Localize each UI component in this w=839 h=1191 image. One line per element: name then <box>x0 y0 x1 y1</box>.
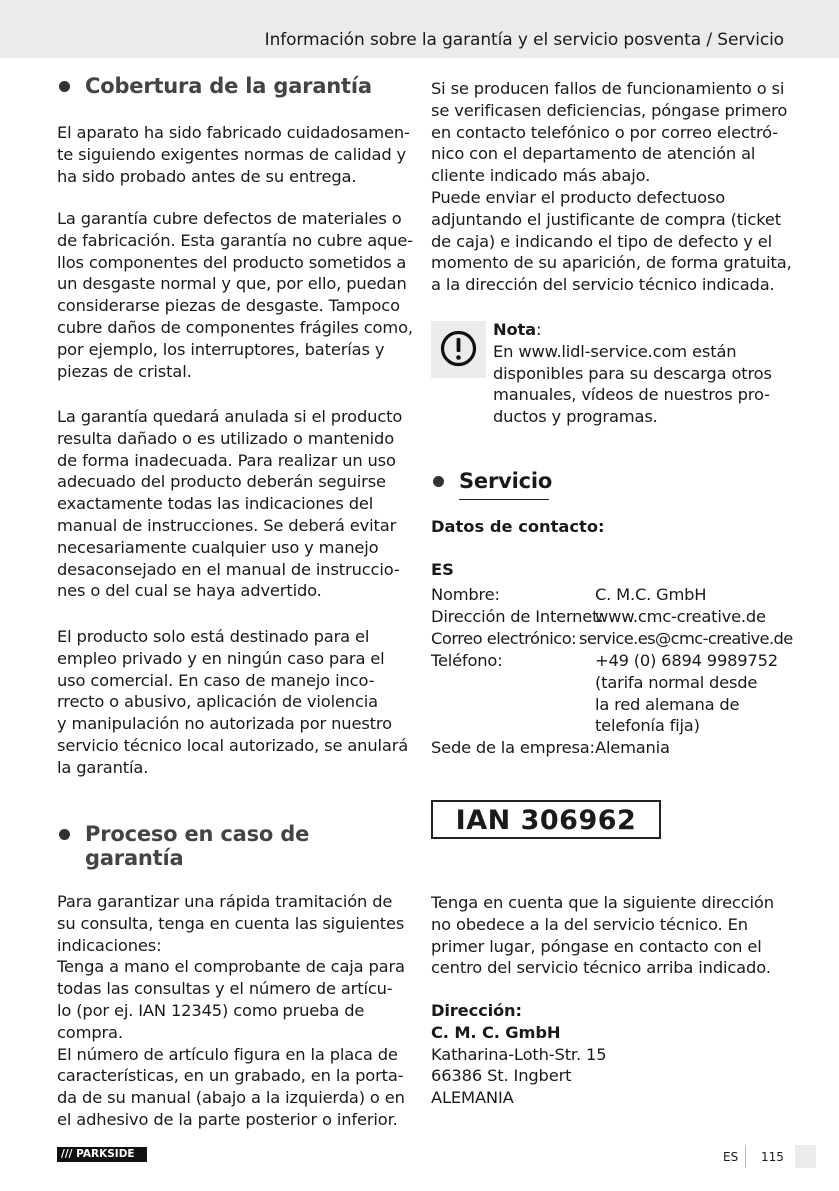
service-heading: Servicio <box>459 469 553 493</box>
text-line: de fabricación. Esta garantía no cubre aque- <box>57 230 413 250</box>
note-title: Nota <box>493 320 536 339</box>
text-line: manual de instrucciones. Se deberá evitar <box>57 515 397 535</box>
text-line: todas las consultas y el número de artícu- <box>57 979 393 999</box>
text-line: nico con el departamento de atención al <box>431 144 756 164</box>
process-paragraph <box>57 891 405 1131</box>
text-line: compra. <box>57 1022 123 1042</box>
address-block <box>431 1000 606 1109</box>
seat-label: Sede de la empresa: <box>431 738 595 757</box>
text-line: exactamente todas las indicaciones del <box>57 494 374 514</box>
text-line: se verificasen deficiencias, póngase primero <box>431 100 788 120</box>
text-line: momento de su aparición, de forma gratuita, <box>431 253 792 273</box>
text-line: primer lugar, póngase en contacto con el <box>431 936 762 956</box>
page-corner-square <box>795 1145 816 1168</box>
text-line: Katharina-Loth-Str. 15 <box>431 1044 607 1064</box>
phone-label: Teléfono: <box>431 651 503 670</box>
text-line: desaconsejado en el manual de instruccio- <box>57 559 400 579</box>
bullet-icon <box>59 829 70 840</box>
text-line: la red alemana de <box>595 694 740 714</box>
heading-underline <box>459 499 549 500</box>
text-line: +49 (0) 6894 9989752 <box>595 651 778 670</box>
text-line: (tarifa normal desde <box>595 672 758 692</box>
coverage-paragraph-2 <box>57 208 413 382</box>
text-line: y manipulación no autorizada por nuestro <box>57 714 392 734</box>
text-line: cubre daños de componentes frágiles como, <box>57 317 413 337</box>
text-line: de caja) e indicando el tipo de defecto y el <box>431 231 773 251</box>
note-icon-box <box>431 321 486 378</box>
text-line: lo (por ej. IAN 12345) como prueba de <box>57 1000 365 1020</box>
text-line: resulta dañado o es utilizado o mantenido <box>57 428 395 448</box>
text-line: no obedece a la del servicio técnico. En <box>431 914 748 934</box>
text-line: El aparato ha sido fabricado cuidadosamen- <box>57 123 410 142</box>
text-line: por ejemplo, los interruptores, baterías y <box>57 339 385 359</box>
text-line: indicaciones: <box>57 935 162 955</box>
text-line: servicio técnico local autorizado, se anulará <box>57 735 409 755</box>
address-note-paragraph <box>431 892 774 979</box>
text-line: adjuntando el justificante de compra (ticket <box>431 209 781 229</box>
address-title: Dirección: <box>431 1001 522 1020</box>
text-line: Puede enviar el producto defectuoso <box>431 187 726 207</box>
text-line: Si se producen fallos de funcionamiento o si <box>431 79 785 98</box>
text-line: ha sido probado antes de su entrega. <box>57 166 357 186</box>
bullet-icon <box>433 476 444 487</box>
logo-text: /// PARKSIDE <box>61 1148 135 1160</box>
coverage-paragraph-4 <box>57 626 408 779</box>
text-line: te siguiendo exigentes normas de calidad y <box>57 144 407 164</box>
text-line: nes o del cual se haya advertido. <box>57 581 322 601</box>
text-line: la garantía. <box>57 757 149 777</box>
address-company: C. M. C. GmbH <box>431 1022 561 1042</box>
text-line: su consulta, tenga en cuenta las siguientes <box>57 913 405 933</box>
web-link[interactable]: www.cmc-creative.de <box>595 607 766 626</box>
phone-value <box>595 650 778 737</box>
text-line: llos componentes del producto sometidos a <box>57 252 407 272</box>
text-line: La garantía quedará anulada si el producto <box>57 407 403 426</box>
note-title-line <box>493 319 772 341</box>
footer-divider <box>745 1146 746 1168</box>
text-line: centro del servicio técnico arriba indicado. <box>431 958 771 978</box>
page-number: 115 <box>761 1150 784 1164</box>
note-colon: : <box>535 320 542 339</box>
exclamation-icon <box>431 321 486 378</box>
note-text <box>493 319 772 428</box>
service-intro-paragraph <box>431 78 792 296</box>
text-line: Tenga en cuenta que la siguiente dirección <box>431 893 774 912</box>
text-line: uso comercial. En caso de manejo inco- <box>57 670 375 690</box>
text-line: cliente indicado más abajo. <box>431 166 651 186</box>
heading-line: Proceso en caso de <box>85 822 310 846</box>
text-line: El producto solo está destinado para el <box>57 627 370 646</box>
email-link[interactable]: service.es@cmc-creative.de <box>579 629 793 648</box>
text-line: a la dirección del servicio técnico indicada. <box>431 275 775 295</box>
ian-box <box>431 800 661 839</box>
text-line: necesariamente cualquier uso y manejo <box>57 537 379 557</box>
text-line: manuales, vídeos de nuestros pro- <box>493 385 770 405</box>
text-line: El número de artículo figura en la placa de <box>57 1044 398 1064</box>
text-line: características, en un grabado, en la porta- <box>57 1066 404 1086</box>
text-line: adecuado del producto deberán seguirse <box>57 472 386 492</box>
text-line: empleo privado y en ningún caso para el <box>57 648 385 668</box>
ian-number: IAN 306962 <box>455 805 637 836</box>
bullet-icon <box>59 81 70 92</box>
text-line: telefonía fija) <box>595 716 700 736</box>
parkside-logo <box>57 1147 147 1162</box>
name-label: Nombre: <box>431 585 500 604</box>
text-line: da de su manual (abajo a la izquierda) o en <box>57 1088 405 1108</box>
text-line: un desgaste normal y que, por ello, puedan <box>57 274 407 294</box>
language-code: ES <box>723 1150 739 1164</box>
text-line: piezas de cristal. <box>57 361 192 381</box>
text-line: ductos y programas. <box>493 407 658 427</box>
text-line: 66386 St. Ingbert <box>431 1066 572 1086</box>
web-label: Dirección de Internet: <box>431 607 604 626</box>
seat-value: Alemania <box>595 738 670 757</box>
text-line: el adhesivo de la parte posterior o inferior. <box>57 1109 398 1129</box>
text-line: disponibles para su descarga otros <box>493 363 772 383</box>
country-code: ES <box>431 560 454 579</box>
text-line: En www.lidl-service.com están <box>493 341 737 361</box>
text-line: considerarse piezas de desgaste. Tampoco <box>57 296 400 316</box>
process-heading <box>85 822 309 870</box>
text-line: de forma inadecuada. Para realizar un uso <box>57 450 396 470</box>
name-value: C. M.C. GmbH <box>595 585 707 604</box>
text-line: en contacto telefónico o por correo electró- <box>431 122 779 142</box>
text-line: ALEMANIA <box>431 1088 514 1108</box>
coverage-heading: Cobertura de la garantía <box>85 74 372 98</box>
contact-title: Datos de contacto: <box>431 517 605 536</box>
text-line: Para garantizar una rápida tramitación de <box>57 892 393 911</box>
text-line: La garantía cubre defectos de materiales o <box>57 209 402 228</box>
text-line: Tenga a mano el comprobante de caja para <box>57 957 405 977</box>
heading-line: garantía <box>85 846 184 870</box>
text-line: rrecto o abusivo, aplicación de violencia <box>57 692 378 712</box>
coverage-paragraph-3 <box>57 406 402 602</box>
coverage-paragraph-1 <box>57 122 410 187</box>
page-header-title: Información sobre la garantía y el servicio posventa / Servicio <box>264 30 784 50</box>
email-label: Correo electrónico: <box>431 629 577 648</box>
